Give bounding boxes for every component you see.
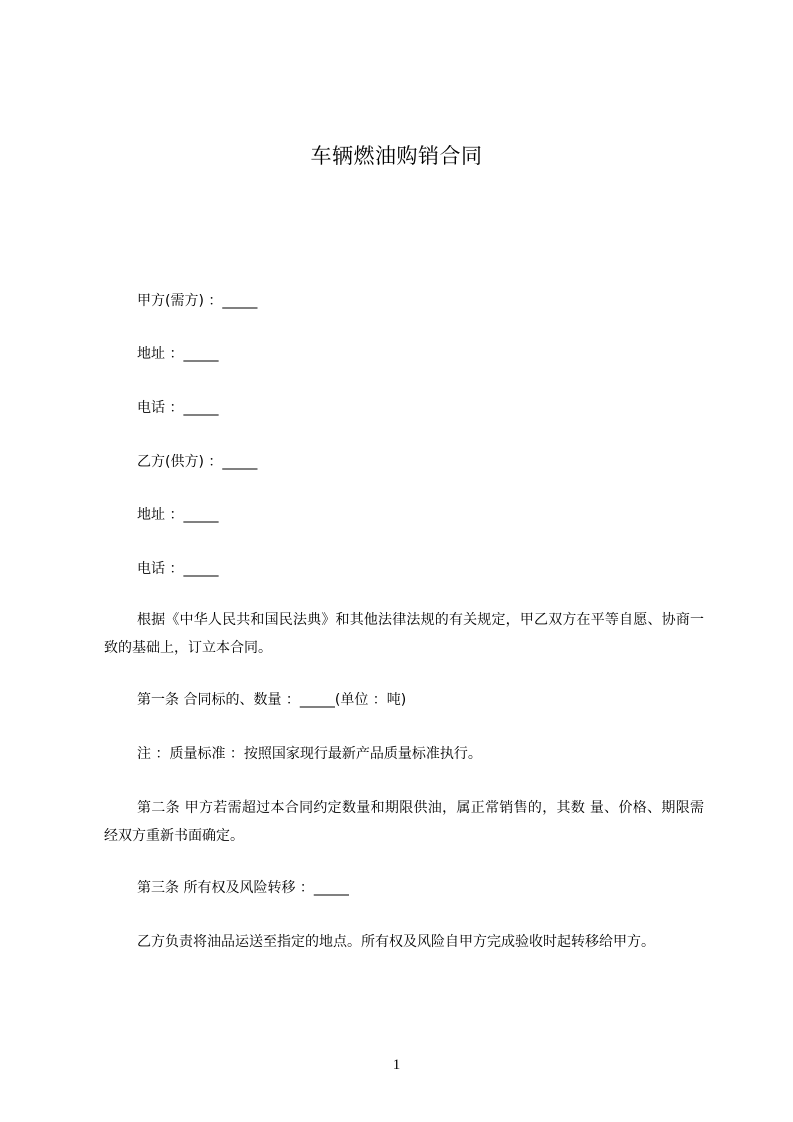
party-a-line: 甲方(需方) ：_____ (137, 293, 258, 309)
preamble-paragraph: 根据《中华人民共和国民法典》和其他法律法规的有关规定，甲乙双方在平等自愿、协商一致的基础上，订立本合同。 (104, 612, 704, 656)
party-b-phone-line: 电话 ：_____ (137, 561, 219, 577)
party-a-address-line: 地址 ：_____ (137, 346, 219, 362)
article-2-paragraph: 第二条 甲方若需超过本合同约定数量和期限供油，属正常销售的，其数 量、价格、期限需经双方重新书面确定。 (104, 800, 704, 844)
party-b-address-line: 地址 ：_____ (137, 507, 219, 523)
article-3-heading: 第三条 所有权及风险转移 ：_____ (137, 880, 349, 896)
party-b-line: 乙方(供方) ：_____ (137, 454, 258, 470)
party-a-phone-line: 电话 ：_____ (137, 400, 219, 416)
page-number: 1 (392, 1057, 401, 1073)
contract-title: 车辆燃油购销合同 (310, 144, 483, 168)
article-1-line: 第一条 合同标的、数量 ：_____(单位 ：吨) (137, 692, 407, 708)
quality-note-line: 注 ：质量标准 ：按照国家现行最新产品质量标准执行。 (137, 746, 482, 762)
article-3-paragraph: 乙方负责将油品运送至指定的地点。所有权及风险自甲方完成验收时起转移给甲方。 (137, 934, 655, 950)
